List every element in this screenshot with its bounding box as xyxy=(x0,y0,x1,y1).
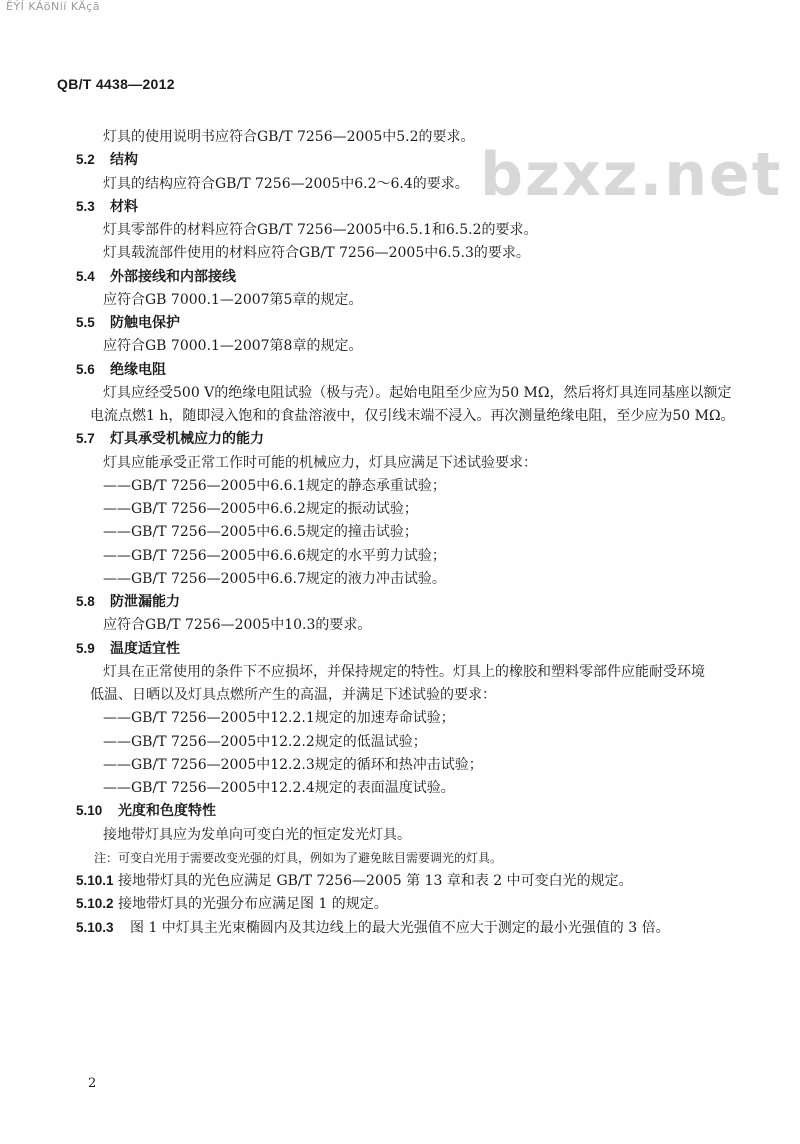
clause-number: 5.9 xyxy=(76,640,95,656)
paragraph-line: 灯具载流部件使用的材料应符合GB/T 7256—2005中6.5.3的要求。 xyxy=(103,245,530,262)
paragraph-line: 灯具零部件的材料应符合GB/T 7256—2005中6.5.1和6.5.2的要求。 xyxy=(103,222,538,238)
clause-number: 5.8 xyxy=(76,594,95,609)
page-number: 2 xyxy=(88,1076,97,1091)
clause-title: 防触电保护 xyxy=(110,315,180,331)
clause-number: 5.3 xyxy=(76,198,95,214)
list-item: ——GB/T 7256—2005中6.6.1规定的静态承重试验； xyxy=(103,477,446,494)
clause-title: 灯具承受机械应力的能力 xyxy=(110,431,264,448)
list-item: ——GB/T 7256—2005中12.2.3规定的循环和热冲击试验； xyxy=(103,756,483,773)
watermark: bzxz.net xyxy=(480,140,783,210)
clause-title: 结构 xyxy=(110,152,138,169)
clause-number: 5.10.2 xyxy=(76,896,114,912)
paragraph-line: 应符合GB 7000.1—2007第8章的规定。 xyxy=(103,338,363,355)
paragraph-line: 灯具应能承受正常工作时可能的机械应力，灯具应满足下述试验要求： xyxy=(103,454,537,471)
document-id: QB/T 4438—2012 xyxy=(57,76,175,92)
paragraph-line: 灯具的结构应符合GB/T 7256—2005中6.2～6.4的要求。 xyxy=(103,175,469,192)
list-item: ——GB/T 7256—2005中6.6.7规定的液力冲击试验。 xyxy=(103,570,446,587)
clause-number: 5.2 xyxy=(76,152,95,168)
paragraph-line: 低温、日晒以及灯具点燃所产生的高温，并满足下述试验的要求： xyxy=(90,687,496,703)
paragraph-line: 灯具应经受500 V的绝缘电阻试验（极与壳）。起始电阻至少应为50 MΩ，然后将灯具连同基座以额定 xyxy=(103,384,732,401)
clause-text: 接地带灯具的光色应满足 GB/T 7256—2005 第 13 章和表 2 中可变白光的规定。 xyxy=(118,873,633,889)
clause-title: 材料 xyxy=(110,198,138,215)
list-item: ——GB/T 7256—2005中6.6.6规定的水平剪力试验； xyxy=(103,547,446,564)
clause-number: 5.10 xyxy=(76,803,103,819)
list-item: ——GB/T 7256—2005中6.6.2规定的振动试验； xyxy=(103,501,418,517)
clause-number: 5.7 xyxy=(76,431,95,447)
paragraph-line: 灯具在正常使用的条件下不应损坏，并保持规定的特性。灯具上的橡胶和塑料零部件应能耐受环境 xyxy=(103,663,705,680)
scan-header-mark: ËÝÍ KÁöNíí KÄçã xyxy=(6,0,100,13)
clause-number: 5.5 xyxy=(76,315,95,330)
clause-number: 5.6 xyxy=(76,361,95,377)
list-item: ——GB/T 7256—2005中12.2.4规定的表面温度试验。 xyxy=(103,780,455,796)
clause-title: 温度适宜性 xyxy=(110,640,180,657)
paragraph-line: 接地带灯具应为发单向可变白光的恒定发光灯具。 xyxy=(103,826,411,843)
clause-number: 5.10.1 xyxy=(76,873,114,888)
paragraph-line: 电流点燃1 h，随即浸入饱和的食盐溶液中，仅引线末端不浸入。再次测量绝缘电阻，至少应为50 MΩ。 xyxy=(90,408,735,424)
list-item: ——GB/T 7256—2005中12.2.2规定的低温试验； xyxy=(103,733,427,750)
clause-title: 防泄漏能力 xyxy=(110,594,180,610)
paragraph-line: 灯具的使用说明书应符合GB/T 7256—2005中5.2的要求。 xyxy=(103,129,475,145)
paragraph-line: 应符合GB 7000.1—2007第5章的规定。 xyxy=(103,291,363,308)
list-item: ——GB/T 7256—2005中12.2.1规定的加速寿命试验； xyxy=(103,710,455,727)
clause-number: 5.4 xyxy=(76,268,95,284)
clause-title: 绝缘电阻 xyxy=(110,361,166,378)
list-item: ——GB/T 7256—2005中6.6.5规定的撞击试验； xyxy=(103,524,418,541)
clause-title: 光度和色度特性 xyxy=(118,803,216,820)
clause-title: 外部接线和内部接线 xyxy=(110,268,236,285)
note: 注：可变白光用于需要改变光强的灯具，例如为了避免眩目需要调光的灯具。 xyxy=(94,850,503,865)
clause-text: 接地带灯具的光强分布应满足图 1 的规定。 xyxy=(118,896,388,913)
paragraph-line: 应符合GB/T 7256—2005中10.3的要求。 xyxy=(103,617,372,634)
clause-number: 5.10.3 xyxy=(76,919,114,935)
clause-text: 图 1 中灯具主光束椭圆内及其边线上的最大光强值不应大于测定的最小光强值的 3 倍。 xyxy=(130,919,670,936)
